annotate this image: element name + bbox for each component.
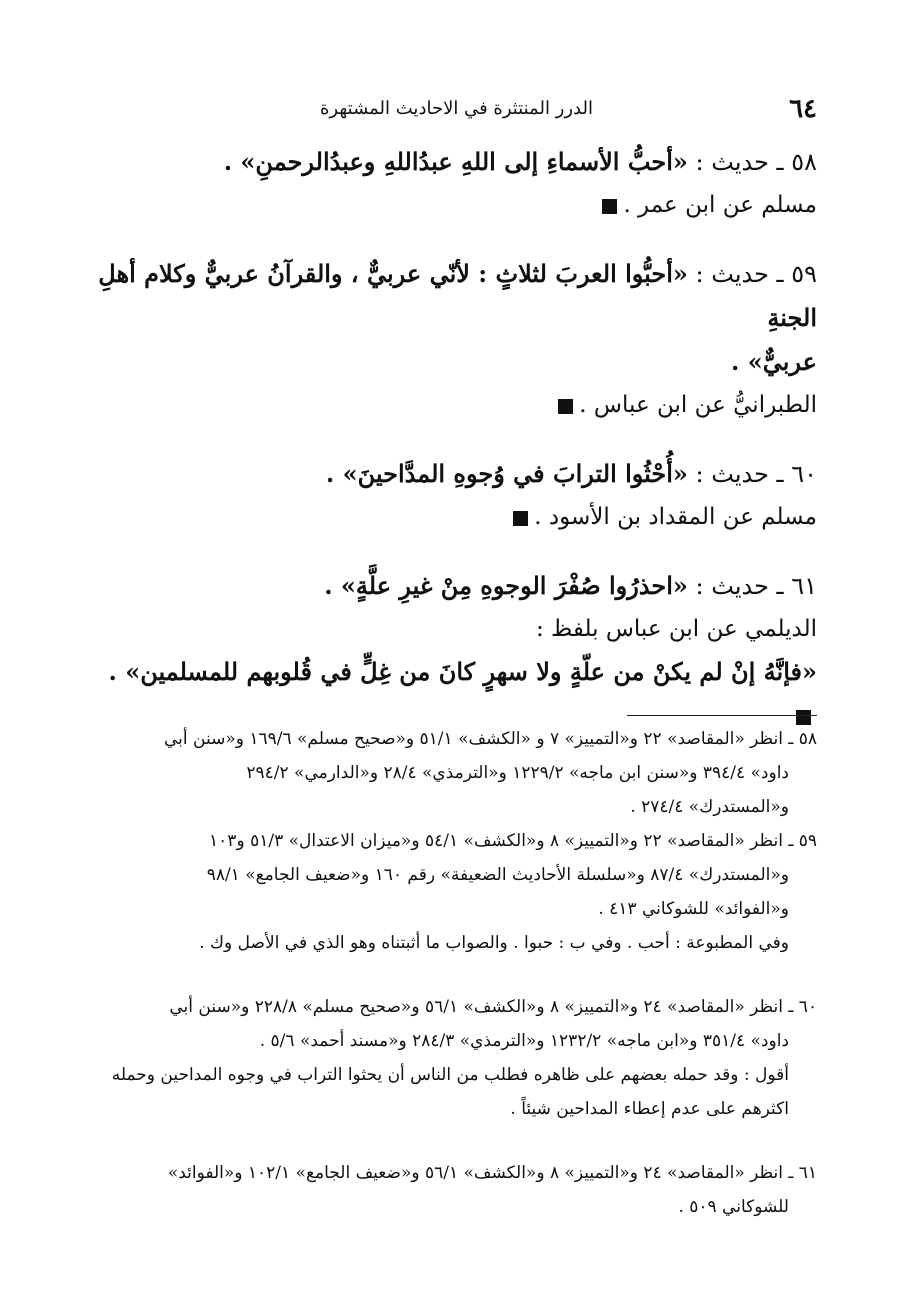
hadith-text-continued: عربيٌّ» . — [731, 347, 817, 376]
footnote-line: و«المستدرك» ٢٧٤/٤ . — [630, 797, 789, 817]
footnote-line: ٦١ ـ انظر «المقاصد» ٢٤ و«التمييز» ٨ و«الكشف» ٥٦/١ و«ضعيف الجامع» ١٠٢/١ و«الفوائد» — [167, 1163, 817, 1183]
hadith-quote: «أحبُّوا العربَ لثلاثٍ : لأنّي عربيٌّ ، والقرآنُ عربيٌّ وكلام أهلِ الجنةِ — [98, 259, 817, 332]
footnote-line: أقول : وقد حمله بعضهم على ظاهره فطلب من الناس أن يحثوا التراب في وجوه المداحين وحمله — [111, 1065, 789, 1085]
footnote-59 — [96, 824, 817, 960]
hadith-quote: «احذرُوا صُفْرَ الوجوهِ مِنْ غيرِ علَّةٍ» . — [324, 571, 688, 600]
footnote-line: داود» ٣٩٤/٤ و«سنن ابن ماجه» ١٢٢٩/٢ و«الترمذي» ٢٨/٤ و«الدارمي» ٢٩٤/٢ — [246, 763, 789, 783]
hadith-source: مسلم عن المقداد بن الأسود . — [96, 496, 817, 538]
hadith-source: الديلمي عن ابن عباس بلفظ : — [535, 616, 817, 642]
hadith-variant-wording: «فإنَّهُ إنْ لم يكنْ من علّةٍ ولا سهرٍ كانَ من غِلٍّ في قُلوبهم للمسلمين» . — [96, 650, 817, 738]
hadith-entry-61 — [96, 564, 817, 738]
hadith-entry-59 — [96, 252, 817, 426]
hadith-entry-60 — [96, 452, 817, 538]
end-marker — [558, 399, 573, 414]
hadith-text — [96, 564, 817, 608]
footnote-line: للشوكاني ٥٠٩ . — [678, 1197, 789, 1217]
footnote-line: اكثرهم على عدم إعطاء المداحين شيئاً . — [510, 1099, 789, 1119]
footnote-line: و«المستدرك» ٨٧/٤ و«سلسلة الأحاديث الضعيفة» رقم ١٦٠ و«ضعيف الجامع» ٩٨/١ — [206, 865, 789, 885]
end-marker — [602, 199, 617, 214]
hadith-text — [96, 452, 817, 496]
end-marker — [513, 511, 528, 526]
running-title: الدرر المنتثرة في الاحاديث المشتهرة — [320, 98, 593, 119]
hadith-number: ٦٠ ـ حديث : — [687, 460, 817, 488]
hadith-text — [96, 252, 817, 340]
main-text — [96, 140, 817, 738]
hadith-entry-58 — [96, 140, 817, 226]
hadith-source: مسلم عن ابن عمر . — [96, 184, 817, 226]
footnotes — [96, 722, 817, 1224]
hadith-number: ٥٩ ـ حديث : — [687, 260, 817, 288]
footnote-divider — [627, 715, 817, 716]
footnote-line: و«الفوائد» للشوكاني ٤١٣ . — [598, 899, 789, 919]
footnote-58 — [96, 722, 817, 824]
hadith-quote: «أحبُّ الأسماءِ إلى اللهِ عبدُاللهِ وعبدُالرحمنِ» . — [223, 147, 688, 176]
page-header — [96, 92, 817, 132]
footnote-line: ٥٨ ـ انظر «المقاصد» ٢٢ و«التمييز» ٧ و «الكشف» ٥١/١ و«صحيح مسلم» ١٦٩/٦ و«سنن أبي — [163, 729, 817, 749]
page-number: ٦٤ — [789, 94, 817, 124]
hadith-number: ٥٨ ـ حديث : — [687, 148, 817, 176]
hadith-number: ٦١ ـ حديث : — [687, 572, 817, 600]
footnote-line: وفي المطبوعة : أحب . وفي ب : حبوا . والصواب ما أثبتناه وهو الذي في الأصل وك . — [199, 933, 789, 953]
hadith-text — [96, 140, 817, 184]
hadith-source: الطبرانيُّ عن ابن عباس . — [96, 384, 817, 426]
hadith-quote: «أُحْثُوا الترابَ في وُجوهِ المدَّاحينَ» . — [325, 459, 688, 488]
footnote-line: ٥٩ ـ انظر «المقاصد» ٢٢ و«التمييز» ٨ و«الكشف» ٥٤/١ و«ميزان الاعتدال» ٥١/٣ و١٠٣ — [209, 831, 817, 851]
footnote-line: ٦٠ ـ انظر «المقاصد» ٢٤ و«التمييز» ٨ و«الكشف» ٥٦/١ و«صحيح مسلم» ٢٢٨/٨ و«سنن أبي — [169, 997, 817, 1017]
footnote-line: داود» ٣٥١/٤ و«ابن ماجه» ١٢٣٢/٢ و«الترمذي» ٢٨٤/٣ و«مسند أحمد» ٥/٦ . — [259, 1031, 789, 1051]
footnote-61 — [96, 1156, 817, 1224]
footnote-60 — [96, 990, 817, 1126]
